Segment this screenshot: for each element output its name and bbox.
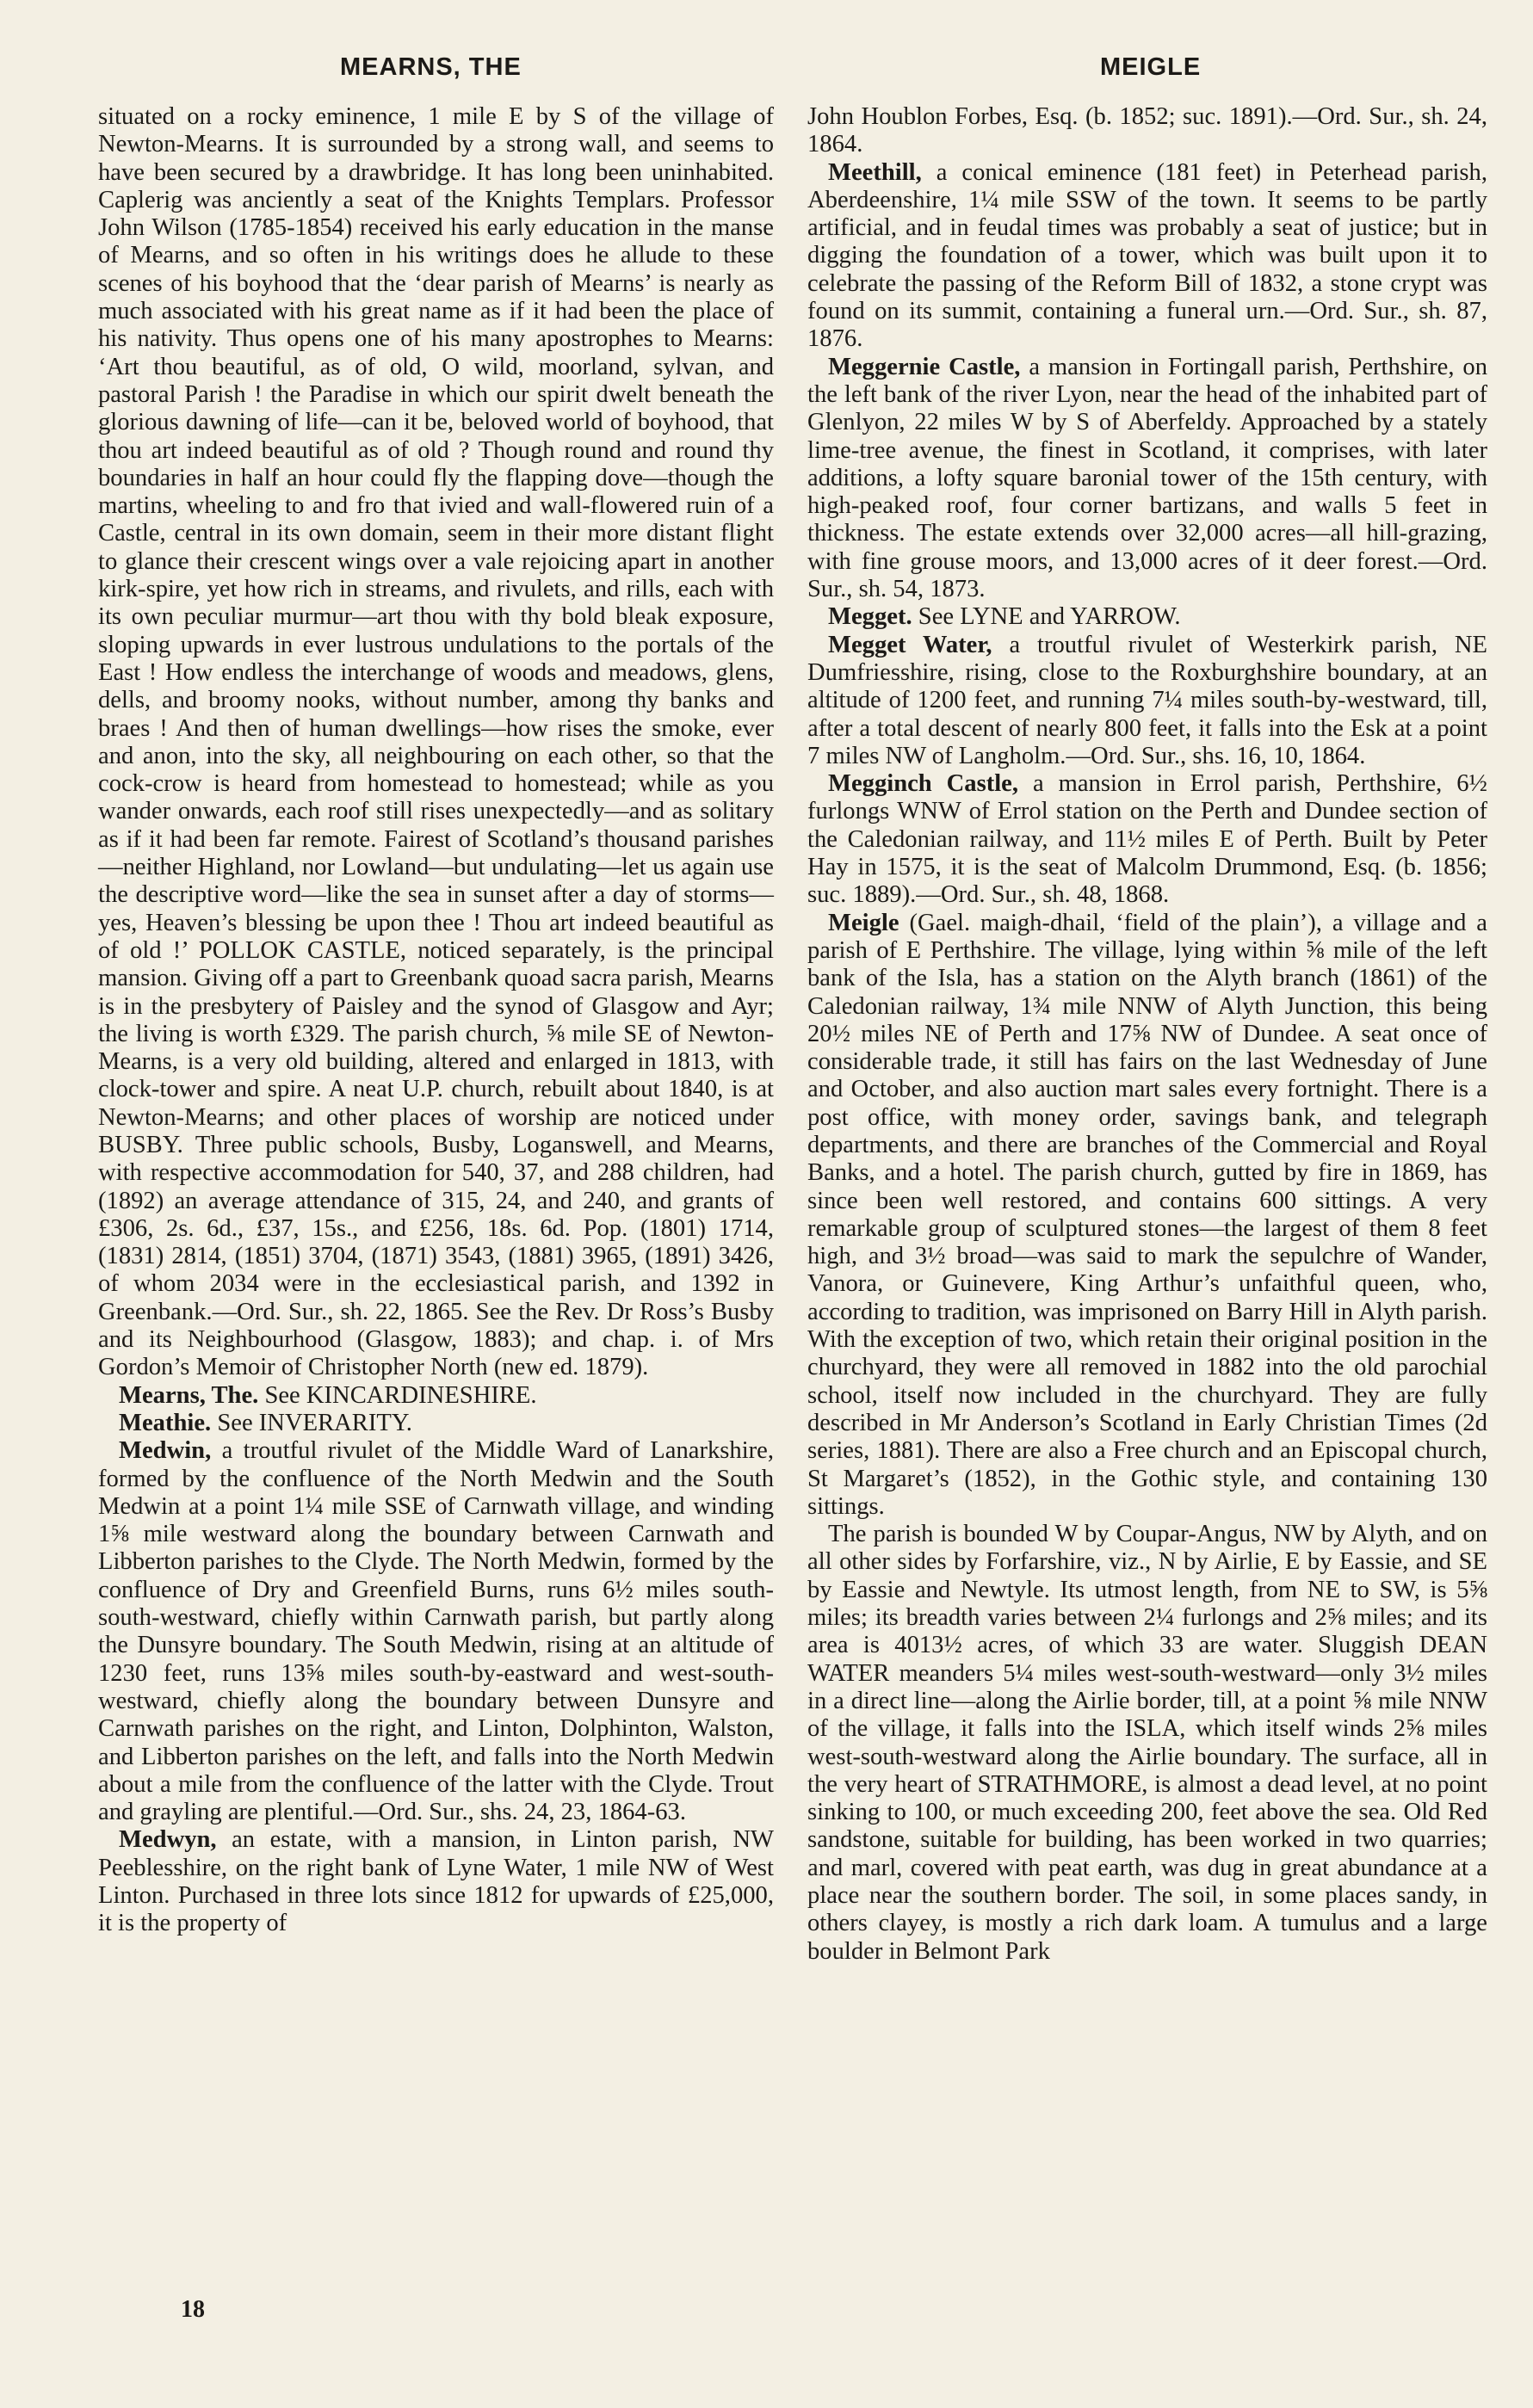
left-column	[98, 103, 774, 1938]
entry	[98, 1437, 774, 1826]
entry	[807, 354, 1487, 604]
right-column	[807, 103, 1487, 1966]
entry-headword: Mearns, The.	[119, 1381, 259, 1409]
paragraph-text: situated on a rocky eminence, 1 mile E by S of the village of Newton-Mearns. It is surrounded by a strong wall, and seems to have been secured by a drawbridge. It has long been uninhabited. Caplerig was anciently a seat of the Knights Templars. Professor John Wilson (1785-1854) received his early education in the manse of Mearns, and so often in his writings does he allude to these scenes of his boyhood that the ‘dear parish of Mearns’ is nearly as much associated with his great name as if it had been the place of his nativity. Thus opens one of his many apostrophes to Mearns: ‘Art thou beautiful, as of old, O wild, moorland, sylvan, and pastoral Parish ! the Paradise in which our spirit dwelt beneath the glorious dawning of life—can it be, beloved world of boyhood, that thou art indeed beautiful as of old ? Though round and round thy boundaries in half an hour could fly the flapping dove—though the martins, wheeling to and fro that ivied and wall-flowered ruin of a Castle, central in its own domain, seem in their more distant flight to glance their crescent wings over a vale rejoicing apart in another kirk-spire, yet how rich in streams, and rivulets, and rills, each with its own peculiar murmur—art thou with thy bold bleak exposure, sloping upwards in ever lustrous undulations to the portals of the East ! How endless the interchange of woods and meadows, glens, dells, and broomy nooks, without number, among thy banks and braes ! And then of human dwellings—how rises the smoke, ever and anon, into the sky, all neighbouring on each other, so that the cock-crow is heard from homestead to homestead; while as you wander onwards, each roof still rises unexpectedly—and as solitary as if it had been far remote. Fairest of Scotland’s thousand parishes—neither Highland, nor Lowland—but undulating—let us again use the descriptive word—like the sea in sunset after a day of storms—yes, Heaven’s blessing be upon thee ! Thou art indeed beautiful as of old !’ POLLOK CASTLE, noticed separately, is the principal mansion. Giving off a part to Greenbank quoad sacra parish, Mearns is in the presbytery of Paisley and the synod of Glasgow and Ayr; the living is worth £329. The parish church, ⅝ mile SE of Newton-Mearns, is a very old building, altered and enlarged in 1813, with clock-tower and spire. A neat U.P. church, rebuilt about 1840, is at Newton-Mearns; and other places of worship are noticed under BUSBY. Three public schools, Busby, Loganswell, and Mearns, with respective accommodation for 540, 37, and 288 children, had (1892) an average attendance of 315, 24, and 240, and grants of £306, 2s. 6d., £37, 15s., and £256, 18s. 6d. Pop. (1801) 1714, (1831) 2814, (1851) 3704, (1871) 3543, (1881) 3965, (1891) 3426, of whom 2034 were in the ecclesiastical parish, and 1392 in Greenbank.—Ord. Sur., sh. 22, 1865. See the Rev. Dr Ross’s Busby and its Neighbourhood (Glasgow, 1883); and chap. i. of Mrs Gordon’s Memoir of Christopher North (new ed. 1879).	[98, 103, 774, 1381]
running-head-right: MEIGLE	[1100, 53, 1202, 81]
entry-headword: Megget.	[828, 603, 912, 631]
running-head-left: MEARNS, THE	[340, 53, 522, 81]
entry	[98, 1382, 774, 1410]
paragraph	[98, 103, 774, 1382]
entry	[807, 632, 1487, 770]
entry-headword: Medwyn,	[119, 1826, 217, 1854]
entry	[807, 603, 1487, 631]
paragraph-text: John Houblon Forbes, Esq. (b. 1852; suc. 1891).—Ord. Sur., sh. 24, 1864.	[807, 103, 1487, 158]
entry	[807, 770, 1487, 909]
entry-headword: Meggernie Castle,	[828, 353, 1021, 380]
entry-text: See KINCARDINESHIRE.	[264, 1381, 537, 1409]
entry-headword: Meethill,	[828, 158, 922, 186]
entry-headword: Meathie.	[119, 1409, 212, 1436]
entry-headword: Megginch Castle,	[828, 770, 1019, 798]
entry-headword: Megget Water,	[828, 631, 992, 658]
entry	[807, 910, 1487, 1522]
entry-headword: Meigle	[828, 909, 899, 936]
entry-text: a mansion in Fortingall parish, Perthshire, on the left bank of the river Lyon, near the head of the inhabited part of Glenlyon, 22 miles W by S of Aberfeldy. Approached by a stately lime-tree avenue, the finest in Scotland, it comprises, with later additions, a lofty square baronial tower of the 15th century, with high-peaked roof, four corner bartizans, and walls 5 feet in thickness. The estate extends over 32,000 acres—all hill-grazing, with fine grouse moors, and 13,000 acres of it deer forest.—Ord. Sur., sh. 54, 1873.	[807, 353, 1487, 603]
entry-headword: Medwin,	[119, 1437, 212, 1465]
entry-text: The parish is bounded W by Coupar-Angus, NW by Alyth, and on all other sides by Forfarshire, viz., N by Airlie, E by Eassie, and SE by Eassie and Newtyle. Its utmost length, from NE to SW, is 5⅝ miles; its breadth varies between 2¼ furlongs and 2⅝ miles; and its area is 4013½ acres, of which 33 are water. Sluggish DEAN WATER meanders 5¼ miles west-south-westward—only 3½ miles in a direct line—along the Airlie border, till, at a point ⅝ mile NNW of the village, it falls into the ISLA, which itself winds 2⅝ miles west-south-westward along the Airlie boundary. The surface, all in the very heart of STRATHMORE, is almost a dead level, at no point sinking to 100, or much exceeding 200, feet above the sea. Old Red sandstone, suitable for building, has been worked in two quarries; and marl, covered with peat earth, was dug in great abundance at a place near the southern border. The soil, in some places sandy, in others clayey, is mostly a rich dark loam. A tumulus and a large boulder in Belmont Park	[807, 1521, 1487, 1965]
entry	[98, 1410, 774, 1437]
entry	[807, 1521, 1487, 1966]
page-number: 18	[181, 2296, 205, 2323]
entry-text: a troutful rivulet of Westerkirk parish, NE Dumfriesshire, rising, close to the Roxburghshire boundary, at an altitude of 1200 feet, and running 7¼ miles south-by-westward, till, after a total descent of nearly 800 feet, it falls into the Esk at a point 7 miles NW of Langholm.—Ord. Sur., shs. 16, 10, 1864.	[807, 631, 1487, 769]
entry-text: (Gael. maigh-dhail, ‘field of the plain’), a village and a parish of E Perthshire. The village, lying within ⅝ mile of the left bank of the Isla, has a station on the Alyth branch (1861) of the Caledonian railway, 1¾ mile NNW of Alyth Junction, this being 20½ miles NE of Perth and 17⅝ NW of Dundee. A seat once of considerable trade, it still has fairs on the last Wednesday of June and October, and also auction mart sales every fortnight. There is a post office, with money order, savings bank, and telegraph departments, and there are branches of the Commercial and Royal Banks, and a hotel. The parish church, gutted by fire in 1869, has since been well restored, and contains 600 sittings. A very remarkable group of sculptured stones—the largest of them 8 feet high, and 3½ broad—was said to mark the sepulchre of Wander, Vanora, or Guinevere, King Arthur’s unfaithful queen, who, according to tradition, was imprisoned on Barry Hill in Alyth parish. With the exception of two, which retain their original position in the churchyard, they were all removed in 1882 into the old parochial school, itself now included in the churchyard. They are fully described in Mr Anderson’s Scotland in Early Christian Times (2d series, 1881). There are also a Free church and an Episcopal church, St Margaret’s (1852), in the Gothic style, and containing 130 sittings.	[807, 909, 1488, 1520]
entry-text: a troutful rivulet of the Middle Ward of Lanarkshire, formed by the confluence of the North Medwin and the South Medwin at a point 1¼ mile SSE of Carnwath village, and winding 1⅝ mile westward along the boundary between Carnwath and Libberton parishes to the Clyde. The North Medwin, formed by the confluence of Dry and Greenfield Burns, runs 6½ miles south-south-westward, chiefly within Carnwath parish, but partly along the Dunsyre boundary. The South Medwin, rising at an altitude of 1230 feet, runs 13⅝ miles south-by-eastward and west-south-westward, chiefly along the boundary between Dunsyre and Carnwath parishes on the right, and Linton, Dolphinton, Walston, and Libberton parishes on the left, and falls into the North Medwin about a mile from the confluence of the latter with the Clyde. Trout and grayling are plentiful.—Ord. Sur., shs. 24, 23, 1864-63.	[98, 1437, 775, 1826]
entry-text: See LYNE and YARROW.	[918, 603, 1181, 631]
entry	[98, 1826, 774, 1937]
entry-text: a mansion in Errol parish, Perthshire, 6½ furlongs WNW of Errol station on the Perth and Dundee section of the Caledonian railway, and 11½ miles E of Perth. Built by Peter Hay in 1575, it is the seat of Malcolm Drummond, Esq. (b. 1856; suc. 1889).—Ord. Sur., sh. 48, 1868.	[807, 770, 1487, 909]
entry-text: an estate, with a mansion, in Linton parish, NW Peeblesshire, on the right bank of Lyne Water, 1 mile NW of West Linton. Purchased in three lots since 1812 for upwards of £25,000, it is the property of	[98, 1826, 774, 1937]
entry-text: See INVERARITY.	[217, 1409, 412, 1436]
paragraph	[807, 103, 1487, 159]
entry-text: a conical eminence (181 feet) in Peterhead parish, Aberdeenshire, 1¼ mile SSW of the town. It seems to be partly artificial, and in feudal times was probably a seat of justice; but in digging the foundation of a tower, which was built upon it to celebrate the passing of the Reform Bill of 1832, a stone crypt was found on its summit, containing a funeral urn.—Ord. Sur., sh. 87, 1876.	[807, 158, 1487, 353]
entry	[807, 159, 1487, 354]
